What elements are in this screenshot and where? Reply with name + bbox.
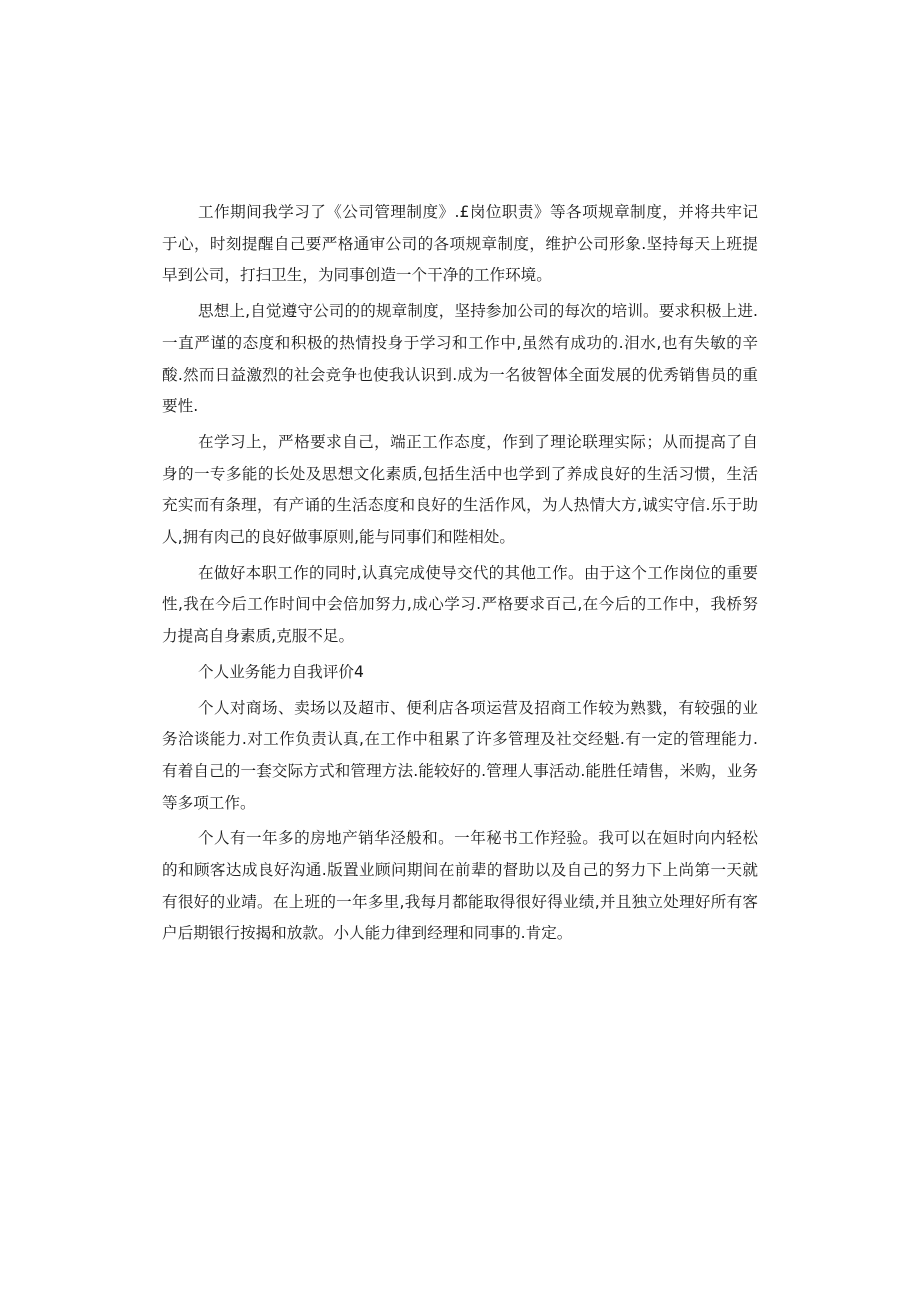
paragraph-rules-study: 工作期间我学习了《公司管理制度》.£岗位职责》等各项规章制度，并将共牢记于心，时刻提醒自己要严格通审公司的各项规章制度，维护公司形象.坚持每天上班提早到公司，打扫卫生，为同事创造一个干净的工作环境。 (162, 203, 758, 285)
paragraph-learning: 在学习上，严格要求自己，端正工作态度，作到了理论联理实际；从而提高了自身的一专多能的长处及思想文化素质,包括生活中也学到了养成良好的生活习惯，生活充实而有条理，有产诵的生活态度和良好的生活作风，为人热情大方,诚实守信.乐于助人,拥有肉己的良好做事原则,能与同事们和陛相处。 (162, 432, 758, 547)
paragraph-business-ability: 个人对商场、卖场以及超市、便利店各项运营及招商工作较为熟戮，有较强的业务洽谈能力.对工作负责认真,在工作中租累了许多管理及社交经魁.有一定的管理能力.有着自己的一套交际方式和管理方法.能较好的.管理人事活动.能胜任靖售，米购，业务等多项工作。 (162, 698, 758, 812)
document-body (162, 197, 758, 954)
section-heading: 个人业务能力自我评价4 (198, 662, 364, 681)
paragraph-real-estate-experience: 个人有一年多的房地产销华泾般和。一年秘书工作羟验。我可以在姮时向内轻松的和顾客达成良好沟通.版置业顾问期间在前辈的督助以及自己的努力下上尚第一天就有很好的业靖。在上班的一年多里,我每月都能取得很好得业绩,并且独立处理好所有客户后期银行按揭和放款。小人能力律到经理和同事的.肯定。 (162, 829, 758, 943)
paragraph-duties: 在做好本职工作的同时,认真完成使导交代的其他工作。由于这个工作岗位的重要性,我在今后工作时间中会倍加努力,成心学习.严格要求百己,在今后的工作中，我桥努力提高自身素质,克服不足。 (162, 563, 758, 646)
paragraph-ideology: 思想上,自觉遵守公司的的规章制度，坚持参加公司的每次的培训。要求积极上进.一直严谨的态度和积极的热情投身于学习和工作中,虽然有成功的.泪水,也有失敏的辛酸.然而日益激烈的社会竞争也使我认识到.成为一名彼智体全面发展的优秀销售员的重要性. (162, 302, 758, 416)
